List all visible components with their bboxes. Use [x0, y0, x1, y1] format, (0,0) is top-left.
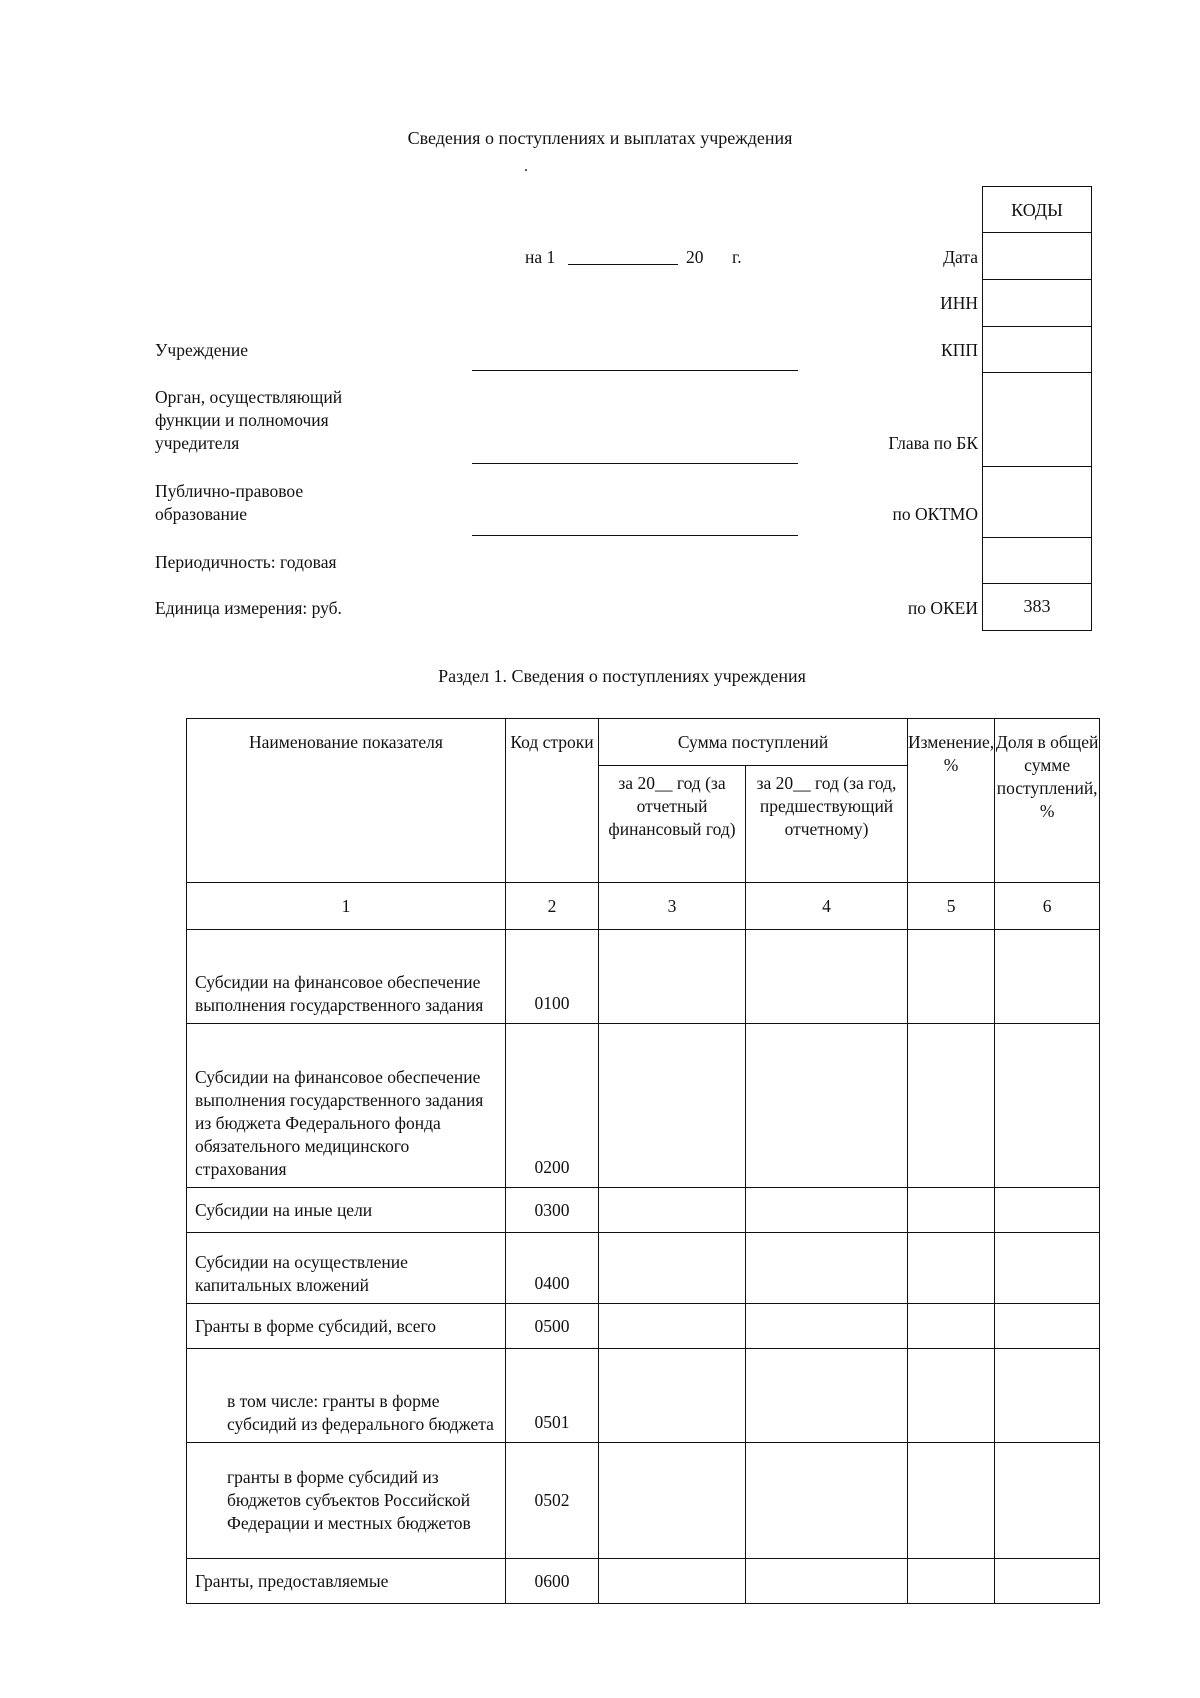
table-row [187, 930, 1100, 1024]
header-sum-prev: за 20__ год (за год, предшествующий отчетному) [746, 766, 908, 883]
cell-change[interactable] [908, 1443, 995, 1559]
organ-blank-line[interactable] [472, 463, 798, 464]
cell-sum-report[interactable] [599, 1304, 746, 1349]
row-code: 0100 [506, 930, 599, 1024]
cell-sum-prev[interactable] [746, 1443, 908, 1559]
header-dot: . [524, 158, 528, 175]
cell-change[interactable] [908, 930, 995, 1024]
header-share: Доля в общей сумме поступлений, % [995, 719, 1100, 883]
table-row [187, 1559, 1100, 1604]
label-date: Дата [943, 247, 978, 267]
date-prefix: на 1 [525, 247, 556, 267]
cell-share[interactable] [995, 1304, 1100, 1349]
institution-blank-line[interactable] [472, 370, 798, 371]
cell-change[interactable] [908, 1233, 995, 1304]
cell-sum-report[interactable] [599, 1443, 746, 1559]
cell-share[interactable] [995, 1188, 1100, 1233]
label-public-entity: Публично-правовое образование [155, 481, 304, 524]
receipts-table [186, 718, 1100, 1604]
label-inn: ИНН [940, 293, 978, 313]
cell-change[interactable] [908, 1024, 995, 1188]
row-code: 0400 [506, 1233, 599, 1304]
code-inn-cell[interactable] [983, 280, 1091, 327]
cell-sum-report[interactable] [599, 1559, 746, 1604]
table-row [187, 1443, 1100, 1559]
header-code: Код строки [506, 719, 599, 883]
header-change: Изменение, % [908, 719, 995, 883]
cell-change[interactable] [908, 1188, 995, 1233]
code-okei-cell: 383 [1023, 596, 1051, 616]
section-title: Раздел 1. Сведения о поступлениях учреждения [438, 666, 806, 686]
col-number: 2 [506, 883, 599, 930]
cell-sum-prev[interactable] [746, 1349, 908, 1443]
table-row [187, 1304, 1100, 1349]
row-code: 0300 [506, 1188, 599, 1233]
col-number: 1 [187, 883, 506, 930]
label-institution: Учреждение [155, 340, 248, 360]
document-title: Сведения о поступлениях и выплатах учреждения [407, 128, 793, 148]
label-oktmo: по ОКТМО [892, 504, 978, 524]
cell-sum-prev[interactable] [746, 1233, 908, 1304]
column-numbers-row [187, 883, 1100, 930]
row-name: Гранты, предоставляемые [187, 1559, 506, 1604]
cell-sum-report[interactable] [599, 1233, 746, 1304]
header-indicator: Наименование показателя [187, 719, 506, 883]
cell-sum-prev[interactable] [746, 1188, 908, 1233]
row-code: 0200 [506, 1024, 599, 1188]
row-code: 0500 [506, 1304, 599, 1349]
code-date-cell[interactable] [983, 233, 1091, 280]
label-organ: Орган, осуществляющий функции и полномочия учредителя [155, 387, 343, 453]
cell-share[interactable] [995, 930, 1100, 1024]
col-number: 3 [599, 883, 746, 930]
cell-share[interactable] [995, 1443, 1100, 1559]
date-blank-line[interactable] [568, 264, 678, 265]
cell-share[interactable] [995, 1024, 1100, 1188]
row-name: гранты в форме субсидий из бюджетов субъектов Российской Федерации и местных бюджетов [187, 1443, 506, 1559]
cell-share[interactable] [995, 1233, 1100, 1304]
header-row-1 [187, 719, 1100, 766]
label-periodicity: Периодичность: годовая [155, 552, 337, 572]
label-chapter-bk: Глава по БК [888, 433, 978, 453]
label-unit: Единица измерения: руб. [155, 598, 342, 618]
row-code: 0502 [506, 1443, 599, 1559]
code-oktmo-cell[interactable] [983, 467, 1091, 538]
date-suffix: г. [732, 247, 742, 267]
cell-sum-report[interactable] [599, 1024, 746, 1188]
cell-share[interactable] [995, 1349, 1100, 1443]
cell-sum-report[interactable] [599, 1188, 746, 1233]
header-sum: Сумма поступлений [599, 719, 908, 766]
cell-sum-prev[interactable] [746, 1024, 908, 1188]
cell-sum-prev[interactable] [746, 930, 908, 1024]
col-number: 5 [908, 883, 995, 930]
col-number: 4 [746, 883, 908, 930]
row-name: в том числе: гранты в форме субсидий из федерального бюджета [187, 1349, 506, 1443]
row-code: 0600 [506, 1559, 599, 1604]
code-chapter-cell[interactable] [983, 373, 1091, 467]
cell-sum-report[interactable] [599, 1349, 746, 1443]
row-name: Субсидии на осуществление капитальных вложений [187, 1233, 506, 1304]
cell-change[interactable] [908, 1304, 995, 1349]
cell-share[interactable] [995, 1559, 1100, 1604]
table-row [187, 1024, 1100, 1188]
cell-sum-prev[interactable] [746, 1304, 908, 1349]
table-row [187, 1233, 1100, 1304]
header-sum-report: за 20__ год (за отчетный финансовый год) [599, 766, 746, 883]
row-name: Субсидии на финансовое обеспечение выполнения государственного задания из бюджета Федерального фонда обязательного медицинского страхования [187, 1024, 506, 1188]
row-name: Гранты в форме субсидий, всего [187, 1304, 506, 1349]
table-row [187, 1188, 1100, 1233]
table-row [187, 1349, 1100, 1443]
label-kpp: КПП [941, 340, 978, 360]
codes-title: КОДЫ [983, 187, 1091, 233]
cell-sum-report[interactable] [599, 930, 746, 1024]
row-code: 0501 [506, 1349, 599, 1443]
label-okei: по ОКЕИ [907, 598, 978, 618]
row-name: Субсидии на иные цели [187, 1188, 506, 1233]
cell-change[interactable] [908, 1559, 995, 1604]
public-entity-blank-line[interactable] [472, 535, 798, 536]
cell-change[interactable] [908, 1349, 995, 1443]
code-kpp-cell[interactable] [983, 327, 1091, 373]
codes-box [982, 186, 1092, 631]
col-number: 6 [995, 883, 1100, 930]
date-year: 20 [686, 247, 704, 267]
code-periodicity-cell[interactable] [983, 538, 1091, 584]
row-name: Субсидии на финансовое обеспечение выполнения государственного задания [187, 930, 506, 1024]
cell-sum-prev[interactable] [746, 1559, 908, 1604]
